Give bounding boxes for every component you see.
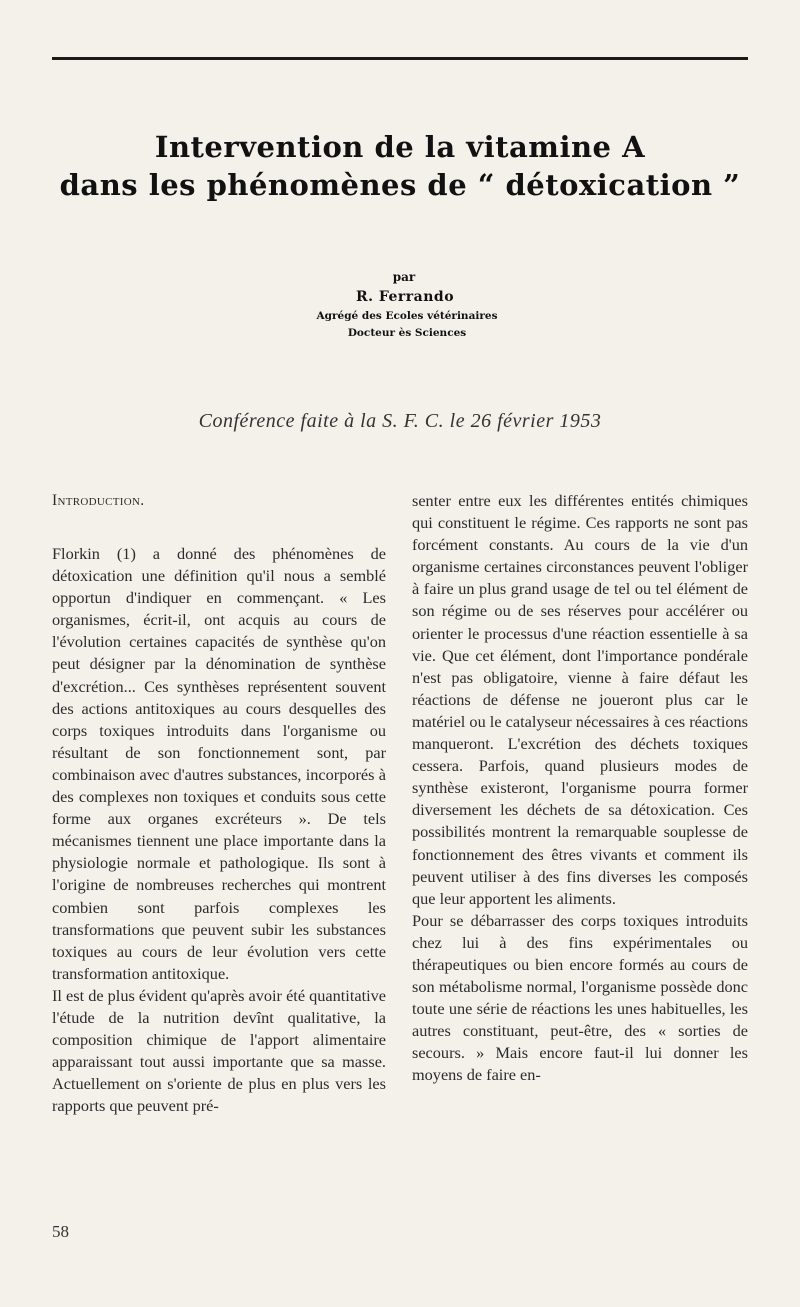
title-line-1: Intervention de la vitamine A <box>154 130 646 164</box>
paragraph: Florkin (1) a donné des phénomènes de détoxication une définition qu'il nous a semblé opportun d'indiquer en commençant. « Les organismes, écrit-il, ont acquis au cours de l'évolution certaines capacités de synthèse qu'on peut désigner par la dénomination de synthèse d'excrétion... Ces synthèses représentent souvent des actions antitoxiques au cours desquelles des corps toxiques introduits dans l'organisme ou résultant de son fonctionnement sont, par combinaison avec d'autres substances, incorporés à des complexes non toxiques et conduits sous cette forme aux organes excréteurs ». De tels mécanismes tiennent une place importante dans la physiologie normale et pathologique. Ils sont à l'origine de nombreuses recherches qui montrent combien sont parfois complexes les transformations que peuvent subir les substances toxiques au cours de leur évolution vers cette transformation antitoxique. <box>52 544 386 983</box>
top-rule <box>52 57 748 60</box>
section-heading: Introduction. <box>52 492 145 509</box>
author-credential-1: Agrégé des Ecoles vétérinaires <box>316 310 498 322</box>
conference-line: Conférence faite à la S. F. C. le 26 février 1953 <box>198 410 602 432</box>
author-credential-2: Docteur ès Sciences <box>347 327 467 339</box>
paragraph: senter entre eux les différentes entités chimiques qui constituent le régime. Ces rapports ne sont pas forcément constants. Au cours de la vie d'un organisme certaines circonstances peuvent l'obliger à faire un plus grand usage de tel ou tel élément de son régime ou de ses réserves pour accélérer ou orienter le processus d'une réaction essentielle à sa vie. Que cet élément, dont l'importance pondérale n'est pas obligatoire, vienne à faire défaut les réactions de défense ne joueront plus car le matériel ou le catalyseur nécessaires à ces réactions manqueront. L'excrétion des déchets toxiques cessera. Parfois, quand plusieurs modes de synthèse existeront, l'organisme pourra former diversement les déchets de sa détoxication. Ces possibilités montrent la remarquable souplesse de fonctionnement des êtres vivants et comment ils peuvent utiliser à des fins diverses les composés que leur apportent les aliments. <box>412 491 748 908</box>
paragraph: Pour se débarrasser des corps toxiques introduits chez lui à des fins expérimentales ou thérapeutiques ou bien encore formés au cours de son métabolisme normal, l'organisme possède donc toute une série de réactions les unes habituelles, les autres constituant, peut-être, des « sorties de secours. » Mais encore faut-il lui donner les moyens de faire en- <box>412 910 748 1085</box>
byline-par: par <box>392 270 416 284</box>
right-column <box>412 490 748 1087</box>
author-name: R. Ferrando <box>355 289 455 305</box>
page-number: 58 <box>52 1222 69 1241</box>
title-line-2: dans les phénomènes de “ détoxication ” <box>59 168 741 202</box>
paragraph: Il est de plus évident qu'après avoir été quantitative l'étude de la nutrition devînt qualitative, la composition chimique de l'apport alimentaire apparaissant tout aussi importante que sa masse. Actuellement on s'oriente de plus en plus vers les rapports que peuvent pré- <box>52 985 386 1116</box>
article-title <box>0 128 800 204</box>
left-column <box>52 490 386 1117</box>
byline <box>0 268 800 342</box>
